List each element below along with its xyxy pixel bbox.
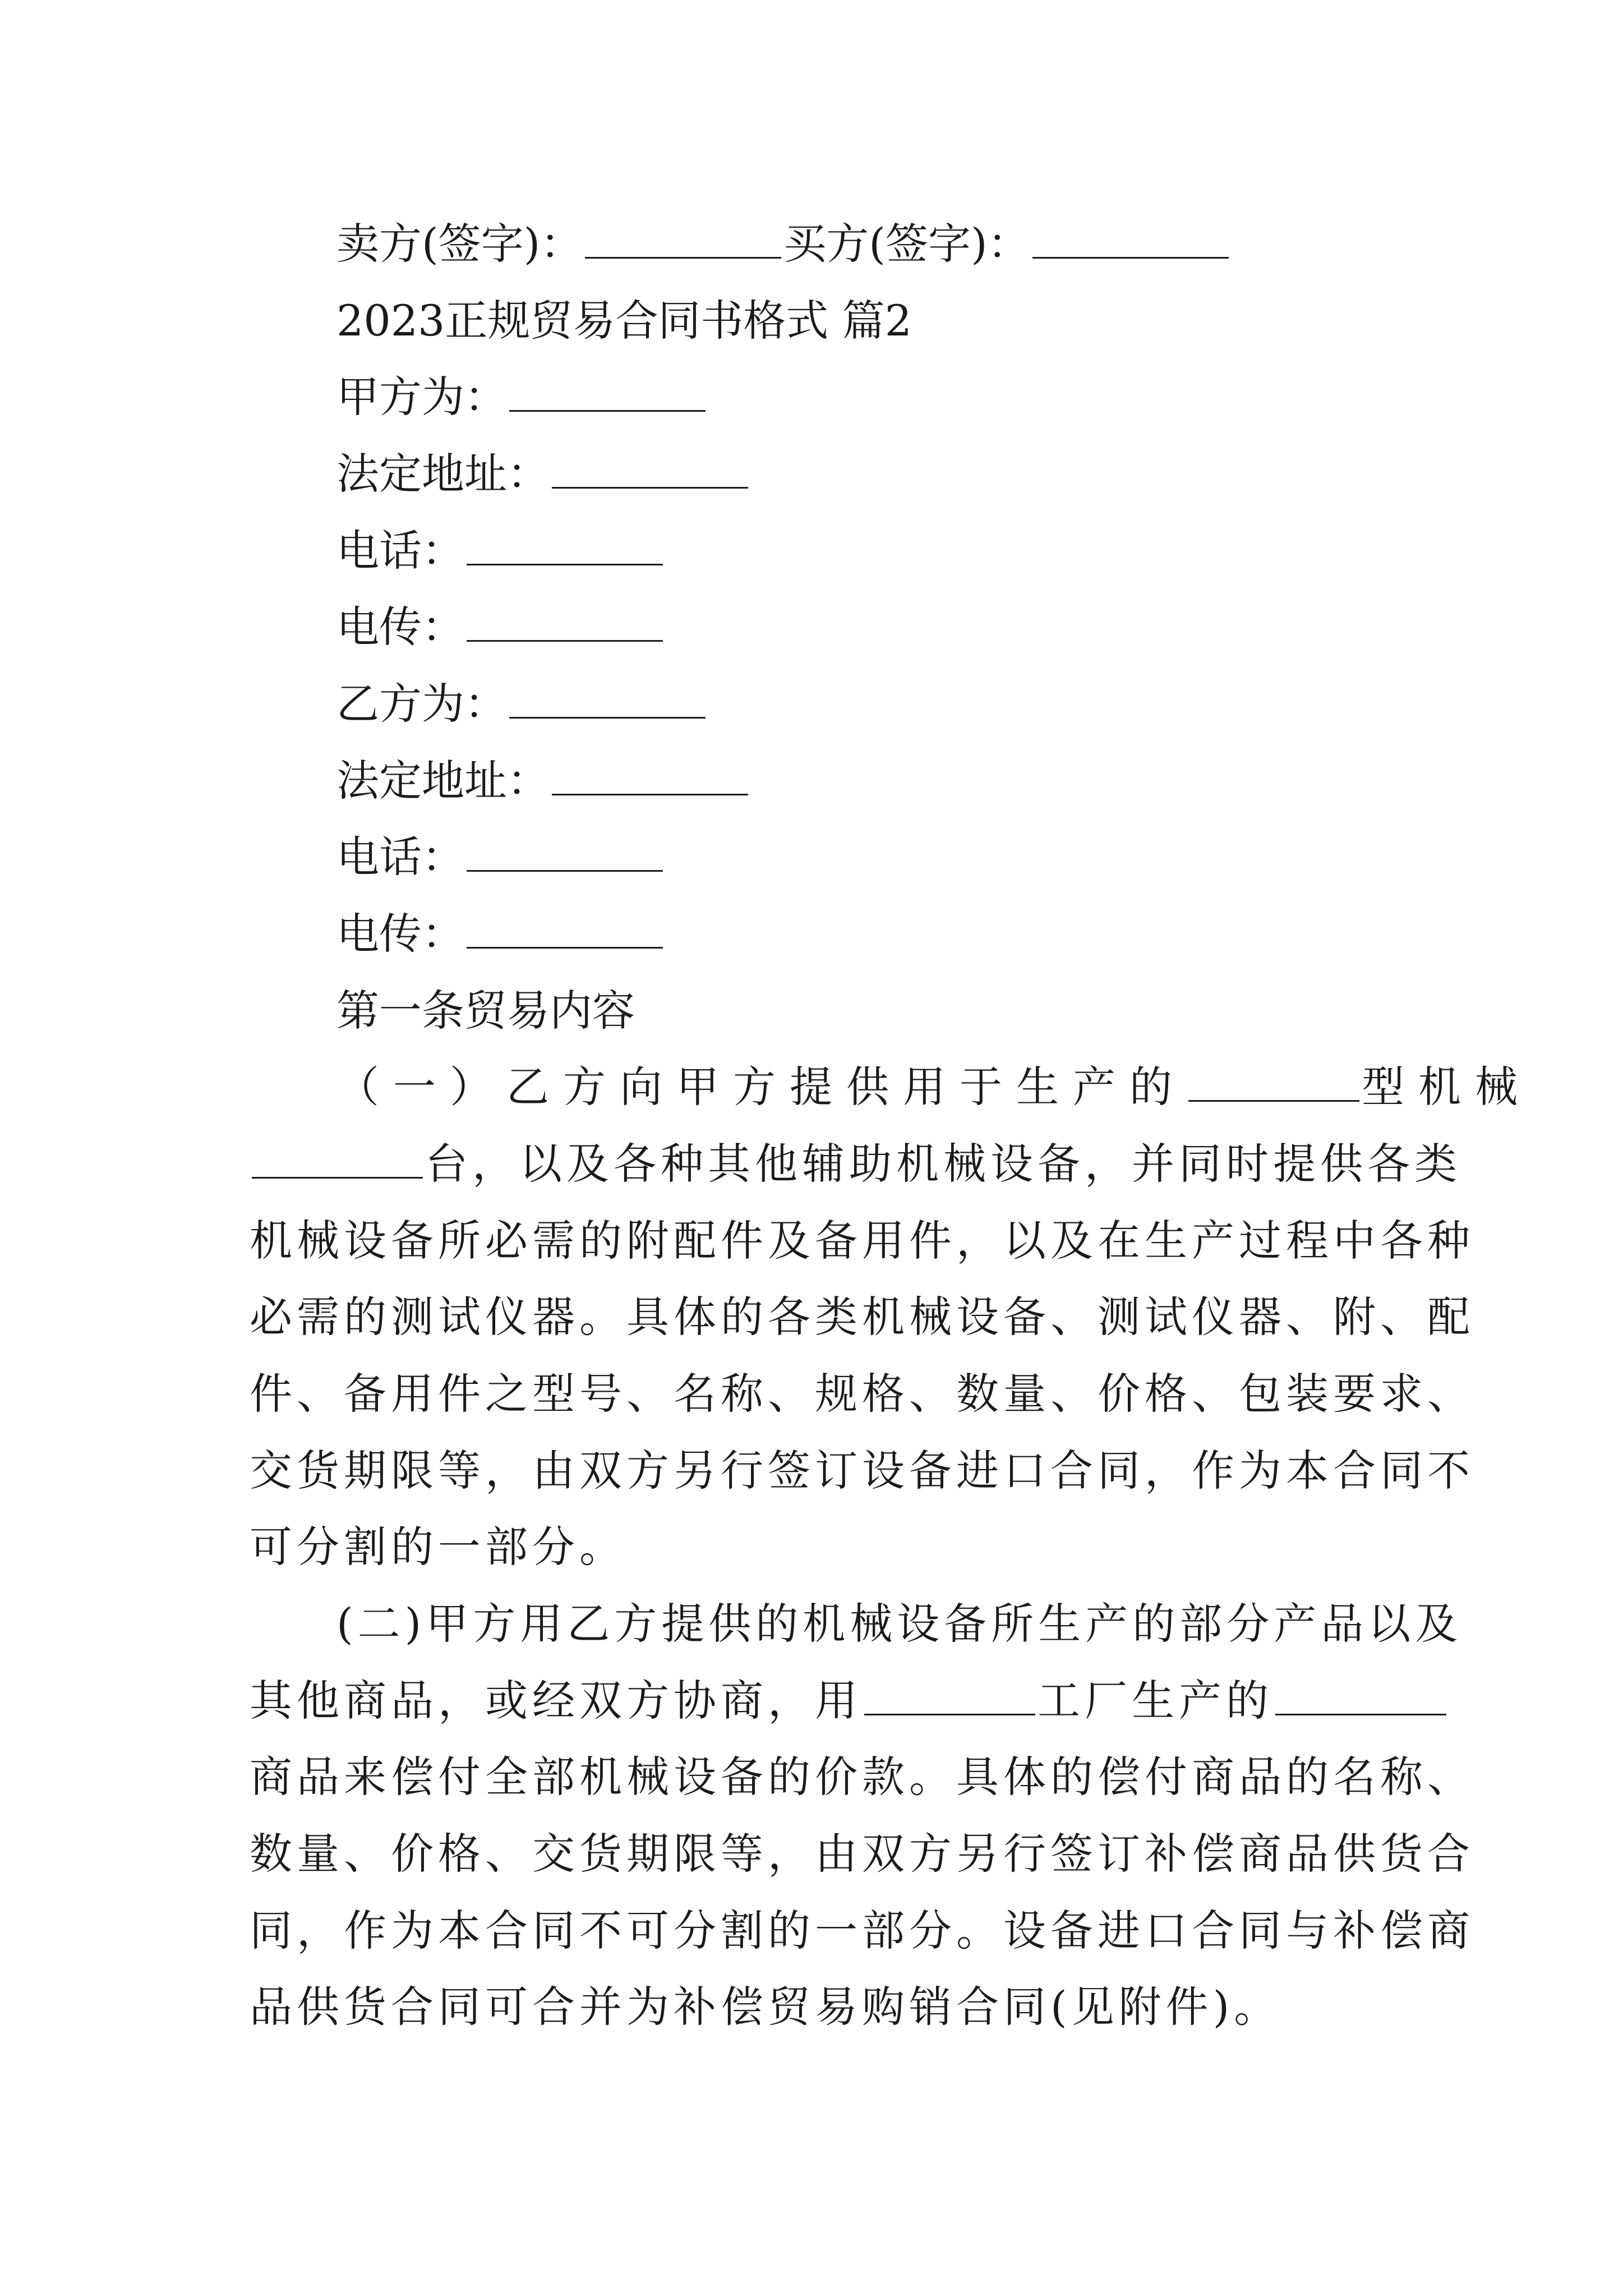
- clause-1-line-1: [336, 1059, 1532, 1115]
- party-b-address-label: 法定地址：: [336, 756, 550, 806]
- party-a-name-blank: [509, 373, 706, 412]
- party-b-name-field: [336, 676, 708, 732]
- party-a-fax-field: [336, 599, 665, 655]
- party-b-fax-label: 电传：: [336, 909, 464, 959]
- clause-1-text-b: 型机械: [1362, 1062, 1532, 1112]
- party-b-phone-label: 电话：: [336, 832, 464, 882]
- machine-quantity-blank: [252, 1140, 423, 1179]
- party-b-phone-blank: [467, 833, 663, 872]
- clause-1-line-3: 机械设备所必需的附配件及备用件，以及在生产过程中各种: [250, 1216, 1474, 1266]
- clause-2-text-a: 其他商品，或经双方协商，用: [250, 1676, 862, 1726]
- factory-name-blank: [864, 1677, 1035, 1715]
- buyer-signature-blank: [1032, 220, 1229, 259]
- party-b-address-blank: [552, 757, 748, 795]
- party-a-name-field: [336, 369, 708, 425]
- seller-signature-blank: [585, 220, 781, 259]
- buyer-signature-label: 买方(签字)：: [783, 219, 1030, 269]
- party-a-address-blank: [552, 450, 748, 489]
- clause-1-line-7: 可分割的一部分。: [250, 1522, 626, 1572]
- party-b-fax-field: [336, 906, 665, 962]
- seller-signature-label: 卖方(签字)：: [336, 219, 583, 269]
- clause-2-line-1: (二)甲方用乙方提供的机械设备所生产的部分产品以及: [336, 1599, 1463, 1649]
- article-1-title: 第一条贸易内容: [336, 986, 635, 1036]
- party-b-fax-blank: [467, 910, 663, 949]
- clause-1-text-a: （一）乙方向甲方提供用于生产的: [336, 1062, 1186, 1112]
- party-b-phone-field: [336, 829, 665, 885]
- party-a-fax-label: 电传：: [336, 602, 464, 652]
- section-heading: 2023正规贸易合同书格式 篇2: [336, 296, 912, 346]
- party-a-name-label: 甲方为：: [336, 372, 507, 422]
- clause-1-text-c: 台，以及各种其他辅助机械设备，并同时提供各类: [425, 1139, 1461, 1189]
- clause-1-line-4: 必需的测试仪器。具体的各类机械设备、测试仪器、附、配: [250, 1292, 1474, 1342]
- party-a-phone-field: [336, 523, 665, 579]
- party-b-name-blank: [509, 680, 706, 719]
- party-a-phone-label: 电话：: [336, 526, 464, 576]
- clause-2-line-2: [250, 1673, 1449, 1729]
- clause-2-line-6: 品供货合同可合并为补偿贸易购销合同(见附件)。: [250, 1982, 1281, 2032]
- party-a-address-field: [336, 446, 750, 502]
- signature-line: [336, 216, 1231, 272]
- machine-model-blank: [1188, 1063, 1359, 1102]
- clause-2-line-4: 数量、价格、交货期限等，由双方另行签订补偿商品供货合: [250, 1829, 1474, 1879]
- clause-2-line-3: 商品来偿付全部机械设备的价款。具体的偿付商品的名称、: [250, 1752, 1474, 1802]
- party-a-phone-blank: [467, 527, 663, 565]
- party-b-name-label: 乙方为：: [336, 679, 507, 729]
- party-a-fax-blank: [467, 603, 663, 642]
- clause-2-line-5: 同，作为本合同不可分割的一部分。设备进口合同与补偿商: [250, 1906, 1474, 1955]
- product-name-blank: [1275, 1677, 1446, 1715]
- party-b-address-field: [336, 753, 750, 809]
- clause-1-line-2: [250, 1136, 1461, 1192]
- clause-1-line-6: 交货期限等，由双方另行签订设备进口合同，作为本合同不: [250, 1446, 1474, 1496]
- clause-1-line-5: 件、备用件之型号、名称、规格、数量、价格、包装要求、: [250, 1369, 1474, 1419]
- party-a-address-label: 法定地址：: [336, 449, 550, 499]
- clause-2-text-b: 工厂生产的: [1038, 1676, 1273, 1726]
